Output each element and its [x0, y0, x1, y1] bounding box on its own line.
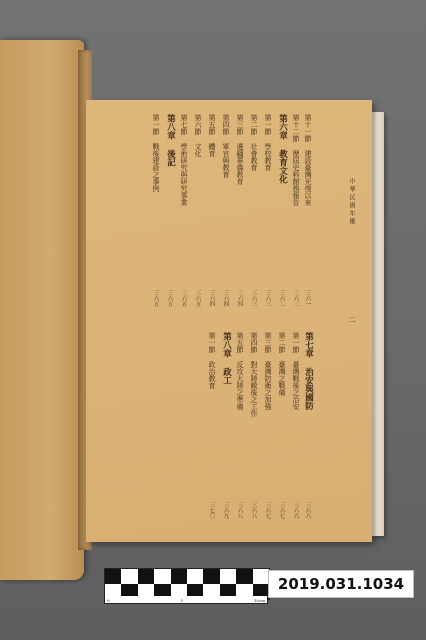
toc-page-number: 三六五: [166, 290, 173, 307]
toc-section-title: 第十一節 建設臺灣光復以來: [304, 114, 312, 206]
toc-page-number: 三六八: [236, 502, 243, 519]
toc-chapter-title: 第八章 政工: [221, 332, 232, 385]
toc-page-number: 三六三: [250, 290, 257, 307]
toc-page-number: 三六四: [208, 290, 215, 307]
page-number: 二: [348, 316, 356, 323]
toc-section-title: 第一節 臺灣戰後之治安: [292, 332, 300, 410]
toc-section-title: 第五節 反攻大陸之準備: [236, 332, 244, 410]
accession-number-label: 2019.031.1034: [268, 570, 414, 598]
toc-page-number: 三六三: [264, 290, 271, 307]
toc-chapter-title: 第七章 治安與國防: [303, 332, 314, 410]
toc-section-title: 第二節 社會教育: [250, 114, 258, 171]
checker-square: [187, 569, 203, 584]
toc-page-number: 三六六: [292, 502, 299, 519]
toc-section-title: 第二節 臺灣之戰備: [278, 332, 286, 396]
toc-chapter-title: 第八章 後記: [165, 114, 176, 167]
toc-section-title: 第一節 政治教育: [208, 332, 216, 389]
ruler-label-10: 10cm: [253, 598, 265, 603]
left-page: [0, 40, 84, 580]
running-head: 中華民國年鑑: [348, 178, 355, 226]
toc-page-number: 三六五: [152, 290, 159, 307]
toc-page-number: 三六八: [250, 502, 257, 519]
scale-ruler: [104, 596, 268, 604]
toc-page-number: 三六二: [278, 290, 285, 307]
checker-square: [105, 569, 121, 584]
toc-page-number: 三六六: [304, 502, 311, 519]
toc-page-number: 三六二: [292, 290, 299, 307]
toc-page-number: 三六四: [236, 290, 243, 307]
toc-page: [86, 100, 372, 542]
toc-page-number: 三六四: [222, 290, 229, 307]
toc-section-title: 第一節 戰後建設之事例: [152, 114, 160, 192]
checker-square: [154, 569, 170, 584]
checker-square: [220, 569, 236, 584]
toc-section-title: 第十二節 歷屆史料館務報告: [292, 114, 300, 206]
toc-section-title: 第四節 對大陸敵後之工作: [250, 332, 258, 417]
toc-section-title: 第六節 文化: [194, 114, 202, 157]
ruler-label-5: 5: [180, 598, 183, 603]
checker-square: [171, 569, 187, 584]
toc-section-title: 第一節 學校教育: [264, 114, 272, 171]
checker-square: [253, 569, 269, 584]
toc-page-number: 三六五: [194, 290, 201, 307]
toc-section-title: 第四節 軍官與教育: [222, 114, 230, 178]
toc-page-number: 三六一: [304, 290, 311, 307]
toc-page-number: 三六七: [278, 502, 285, 519]
toc-section-title: 第五節 體育: [208, 114, 216, 157]
toc-page-number: 三六九: [222, 502, 229, 519]
toc-chapter-title: 第六章 教育文化: [277, 114, 288, 184]
toc-section-title: 第三節 臺灣防衛之加強: [264, 332, 272, 410]
toc-page-number: 三六五: [180, 290, 187, 307]
ruler-label-0: 0: [107, 598, 110, 603]
toc-section-title: 第三節 邊疆華僑教育: [236, 114, 244, 185]
page-edge: [370, 112, 384, 536]
checker-square: [138, 569, 154, 584]
toc-page-number: 三七〇: [208, 502, 215, 519]
checker-square: [236, 569, 252, 584]
checker-square: [203, 569, 219, 584]
toc-page-number: 三六七: [264, 502, 271, 519]
checker-square: [121, 569, 137, 584]
toc-section-title: 第七節 學術研究與研究事業: [180, 114, 188, 206]
